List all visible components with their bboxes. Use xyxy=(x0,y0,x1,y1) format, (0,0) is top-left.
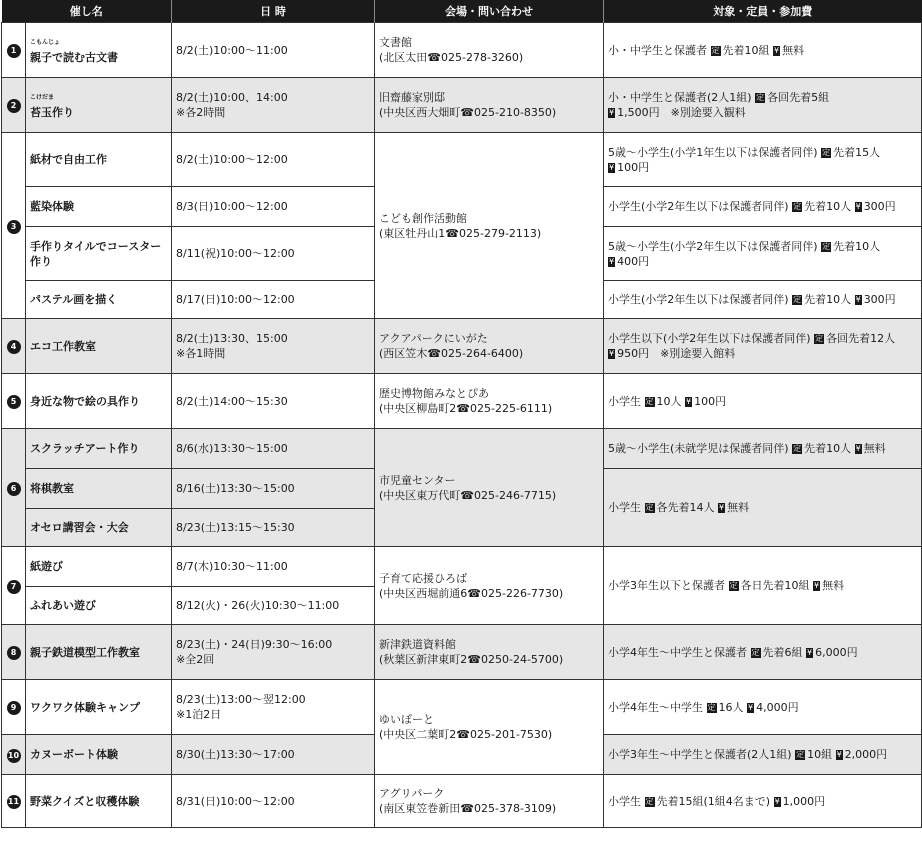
target-text: 小学生(小学2年生以下は保護者同伴) xyxy=(608,200,789,213)
table-row xyxy=(2,374,922,429)
venue-contact: (中央区西大畑町☎025-210-8350) xyxy=(379,106,557,119)
capacity-text: 先着15組(1組4名まで) xyxy=(656,794,771,808)
header-venue: 会場・問い合わせ xyxy=(375,0,604,23)
target-text: 小学生 xyxy=(608,794,641,808)
event-name: スクラッチアート作り xyxy=(26,429,172,469)
table-row xyxy=(2,429,922,469)
event-target xyxy=(604,735,922,775)
fee-text: 300円 xyxy=(863,293,896,306)
target-text: 小学生(小学2年生以下は保護者同伴) xyxy=(608,293,789,306)
row-number xyxy=(2,775,26,828)
fee-icon: ¥ xyxy=(774,796,780,806)
event-venue xyxy=(375,319,604,374)
fee-icon: ¥ xyxy=(774,45,780,55)
capacity-text: 先着10人 xyxy=(804,200,852,213)
event-venue xyxy=(375,78,604,133)
event-date xyxy=(172,680,375,735)
event-name: 紙遊び xyxy=(26,547,172,587)
row-number xyxy=(2,735,26,775)
event-date xyxy=(172,78,375,133)
fee-icon: ¥ xyxy=(855,202,861,211)
target-text: 小学生 xyxy=(608,394,641,408)
ruby-text: こもんじょ xyxy=(30,39,61,46)
venue-name: 文書館 xyxy=(379,36,412,49)
venue-name: ゆいぽーと xyxy=(379,713,434,726)
venue-contact: (中央区柳島町2☎025-225-6111) xyxy=(379,402,553,415)
event-date: 8/7(木)10:30〜11:00 xyxy=(172,547,375,587)
fee-icon: ¥ xyxy=(807,647,813,657)
fee-icon: ¥ xyxy=(855,295,861,304)
table-row xyxy=(2,547,922,587)
capacity-text: 各先着14人 xyxy=(656,501,715,514)
number-badge: 11 xyxy=(7,795,21,809)
event-name: パステル画を描く xyxy=(26,281,172,319)
header-target: 対象・定員・参加費 xyxy=(604,0,922,23)
event-target xyxy=(604,374,922,429)
venue-name: アクアパークにいがた xyxy=(379,332,488,345)
number-badge: 8 xyxy=(7,646,21,660)
event-date: 8/31(日)10:00〜12:00 xyxy=(172,775,375,828)
capacity-icon: 定 xyxy=(815,334,824,343)
event-venue xyxy=(375,374,604,429)
fee-text: 無料 xyxy=(727,501,750,514)
capacity-icon: 定 xyxy=(645,503,654,512)
event-date: 8/6(水)13:30〜15:00 xyxy=(172,429,375,469)
event-venue xyxy=(375,680,604,775)
event-name xyxy=(26,227,172,281)
capacity-text: 10人 xyxy=(656,394,682,408)
event-date xyxy=(172,625,375,680)
event-target xyxy=(604,281,922,319)
table-row xyxy=(2,775,922,828)
fee-text: 6,000円 xyxy=(815,645,858,659)
fee-text: 400円 xyxy=(617,254,650,268)
target-text: 5歳〜小学生(未就学児は保護者同伴) xyxy=(608,442,789,455)
header-event-name: 催し名 xyxy=(2,0,172,23)
venue-contact: (秋葉区新津東町2☎0250-24-5700) xyxy=(379,653,564,666)
capacity-text: 各回先着12人 xyxy=(826,332,896,345)
event-name: ワクワク体験キャンプ xyxy=(26,680,172,735)
event-venue xyxy=(375,625,604,680)
event-name: ふれあい遊び xyxy=(26,587,172,625)
fee-text: 無料 xyxy=(782,43,805,57)
date-note: ※1泊2日 xyxy=(176,708,222,721)
venue-name: アグリパーク xyxy=(379,787,445,800)
venue-contact: (東区牡丹山1☎025-279-2113) xyxy=(379,226,542,240)
event-name-text-2: 作り xyxy=(30,254,52,268)
venue-contact: (中央区二葉町2☎025-201-7530) xyxy=(379,728,553,741)
capacity-icon: 定 xyxy=(751,647,760,657)
date-text: 8/2(土)10:00、14:00 xyxy=(176,91,288,104)
venue-contact: (中央区東万代町☎025-246-7715) xyxy=(379,488,557,502)
number-badge: 1 xyxy=(7,44,21,58)
event-date: 8/2(土)10:00〜12:00 xyxy=(172,133,375,187)
event-name xyxy=(26,78,172,133)
event-name: 野菜クイズと収穫体験 xyxy=(26,775,172,828)
capacity-icon: 定 xyxy=(645,396,654,406)
table-row xyxy=(2,23,922,78)
date-text: 8/2(土)13:30、15:00 xyxy=(176,332,288,345)
fee-text: 1,000円 xyxy=(782,794,826,808)
capacity-icon: 定 xyxy=(796,750,805,759)
header-row xyxy=(2,0,922,23)
fee-text: 100円 xyxy=(694,394,727,408)
fee-icon: ¥ xyxy=(836,750,842,759)
row-number xyxy=(2,133,26,319)
fee-icon: ¥ xyxy=(609,256,615,266)
target-text: 小学生 xyxy=(608,501,641,514)
target-text: 小・中学生と保護者(2人1組) xyxy=(608,91,752,104)
venue-name: 歴史博物館みなとぴあ xyxy=(379,387,489,400)
event-name-text: 苔玉作り xyxy=(30,106,74,119)
number-badge: 7 xyxy=(7,580,21,594)
events-table xyxy=(1,0,922,828)
venue-contact: (中央区西堀前通6☎025-226-7730) xyxy=(379,586,564,600)
row-number xyxy=(2,23,26,78)
fee-text: 無料 xyxy=(822,579,845,592)
row-number xyxy=(2,680,26,735)
venue-name: 新津鉄道資料館 xyxy=(379,638,456,651)
event-venue xyxy=(375,775,604,828)
fee-icon: ¥ xyxy=(609,108,615,117)
event-name: 藍染体験 xyxy=(26,187,172,227)
table-row xyxy=(2,680,922,735)
number-badge: 2 xyxy=(7,99,21,113)
event-target xyxy=(604,625,922,680)
event-name: オセロ講習会・大会 xyxy=(26,509,172,547)
capacity-text: 先着10人 xyxy=(804,293,852,306)
number-badge: 3 xyxy=(7,220,21,234)
event-target xyxy=(604,680,922,735)
event-venue xyxy=(375,133,604,319)
capacity-text: 各日先着10組 xyxy=(740,579,810,592)
venue-contact: (北区太田☎025-278-3260) xyxy=(379,51,524,64)
venue-name: こども創作活動館 xyxy=(379,211,467,225)
event-target xyxy=(604,469,922,547)
event-name: エコ工作教室 xyxy=(26,319,172,374)
capacity-text: 10組 xyxy=(807,748,833,761)
fee-text: 100円 xyxy=(617,160,650,174)
event-name xyxy=(26,23,172,78)
event-name: カヌーボート体験 xyxy=(26,735,172,775)
capacity-icon: 定 xyxy=(793,295,802,304)
capacity-icon: 定 xyxy=(822,147,831,157)
event-date: 8/23(土)13:15〜15:30 xyxy=(172,509,375,547)
event-date: 8/17(日)10:00〜12:00 xyxy=(172,281,375,319)
event-name: 将棋教室 xyxy=(26,469,172,509)
header-datetime: 日 時 xyxy=(172,0,375,23)
event-target xyxy=(604,319,922,374)
event-venue xyxy=(375,429,604,547)
event-name: 紙材で自由工作 xyxy=(26,133,172,187)
fee-icon: ¥ xyxy=(814,581,820,590)
fee-icon: ¥ xyxy=(719,503,725,512)
row-number xyxy=(2,78,26,133)
venue-contact: (南区東笠巻新田☎025-378-3109) xyxy=(379,802,557,815)
row-number xyxy=(2,374,26,429)
event-name: 親子鉄道模型工作教室 xyxy=(26,625,172,680)
fee-text: 950円 ※別途要入館料 xyxy=(617,347,736,360)
event-name: 身近な物で絵の具作り xyxy=(26,374,172,429)
target-text: 小学3年生以下と保護者 xyxy=(608,579,725,592)
number-badge: 6 xyxy=(7,482,21,496)
row-number xyxy=(2,319,26,374)
capacity-icon: 定 xyxy=(729,581,738,590)
fee-icon: ¥ xyxy=(686,396,692,406)
capacity-icon: 定 xyxy=(756,93,765,102)
venue-name: 市児童センター xyxy=(379,473,456,487)
fee-icon: ¥ xyxy=(748,702,754,712)
fee-text: 4,000円 xyxy=(756,700,799,714)
capacity-icon: 定 xyxy=(707,702,716,712)
fee-icon: ¥ xyxy=(609,349,615,358)
target-text: 小・中学生と保護者 xyxy=(608,43,707,57)
target-text: 5歳〜小学生(小学2年生以下は保護者同伴) xyxy=(608,239,818,253)
capacity-icon: 定 xyxy=(793,444,802,453)
date-note: ※全2回 xyxy=(176,653,215,666)
table-row xyxy=(2,625,922,680)
capacity-text: 先着6組 xyxy=(762,645,803,659)
event-target xyxy=(604,23,922,78)
table-row xyxy=(2,319,922,374)
event-venue xyxy=(375,23,604,78)
event-date: 8/2(土)10:00〜11:00 xyxy=(172,23,375,78)
event-target xyxy=(604,78,922,133)
event-date: 8/11(祝)10:00〜12:00 xyxy=(172,227,375,281)
event-target xyxy=(604,227,922,281)
target-text: 5歳〜小学生(小学1年生以下は保護者同伴) xyxy=(608,145,818,159)
target-text: 小学4年生〜中学生 xyxy=(608,700,703,714)
event-date xyxy=(172,319,375,374)
number-badge: 9 xyxy=(7,701,21,715)
date-note: ※各2時間 xyxy=(176,106,226,119)
event-name-text: 親子で読む古文書 xyxy=(30,51,118,64)
event-target xyxy=(604,133,922,187)
event-date: 8/2(土)14:00〜15:30 xyxy=(172,374,375,429)
event-target xyxy=(604,429,922,469)
capacity-icon: 定 xyxy=(711,45,720,55)
capacity-icon: 定 xyxy=(822,241,831,251)
fee-text: 300円 xyxy=(863,200,896,213)
venue-name: 子育て応援ひろば xyxy=(379,571,467,585)
date-note: ※各1時間 xyxy=(176,347,226,360)
fee-text: 1,500円 ※別途要入観料 xyxy=(617,106,746,119)
venue-contact: (西区笠木☎025-264-6400) xyxy=(379,347,524,360)
fee-text: 無料 xyxy=(863,442,886,455)
event-date: 8/30(土)13:30〜17:00 xyxy=(172,735,375,775)
event-date: 8/12(火)・26(火)10:30〜11:00 xyxy=(172,587,375,625)
capacity-text: 先着10人 xyxy=(833,239,881,253)
row-number xyxy=(2,547,26,625)
capacity-text: 先着15人 xyxy=(833,145,881,159)
fee-text: 2,000円 xyxy=(844,748,888,761)
date-text: 8/23(土)13:00〜翌12:00 xyxy=(176,693,306,706)
capacity-text: 先着10組 xyxy=(722,43,770,57)
row-number xyxy=(2,625,26,680)
number-badge: 10 xyxy=(7,749,21,763)
fee-icon: ¥ xyxy=(855,444,861,453)
date-text: 8/23(土)・24(日)9:30〜16:00 xyxy=(176,638,333,651)
event-date: 8/16(土)13:30〜15:00 xyxy=(172,469,375,509)
number-badge: 5 xyxy=(7,395,21,409)
event-target xyxy=(604,187,922,227)
event-target xyxy=(604,775,922,828)
capacity-icon: 定 xyxy=(645,796,654,806)
table-row xyxy=(2,133,922,187)
fee-icon: ¥ xyxy=(609,162,615,172)
ruby-text: こけだま xyxy=(30,94,55,101)
event-date: 8/3(日)10:00〜12:00 xyxy=(172,187,375,227)
target-text: 小学3年生〜中学生と保護者(2人1組) xyxy=(608,748,792,761)
capacity-text: 16人 xyxy=(718,700,744,714)
capacity-icon: 定 xyxy=(793,202,802,211)
event-venue xyxy=(375,547,604,625)
capacity-text: 先着10人 xyxy=(804,442,852,455)
capacity-text: 各回先着5組 xyxy=(767,91,830,104)
target-text: 小学生以下(小学2年生以下は保護者同伴) xyxy=(608,332,811,345)
table-row xyxy=(2,78,922,133)
venue-name: 旧齋藤家別邸 xyxy=(379,91,445,104)
row-number xyxy=(2,429,26,547)
target-text: 小学4年生〜中学生と保護者 xyxy=(608,645,747,659)
event-name-text: 手作りタイルでコースター xyxy=(30,239,162,253)
event-target xyxy=(604,547,922,625)
number-badge: 4 xyxy=(7,340,21,354)
